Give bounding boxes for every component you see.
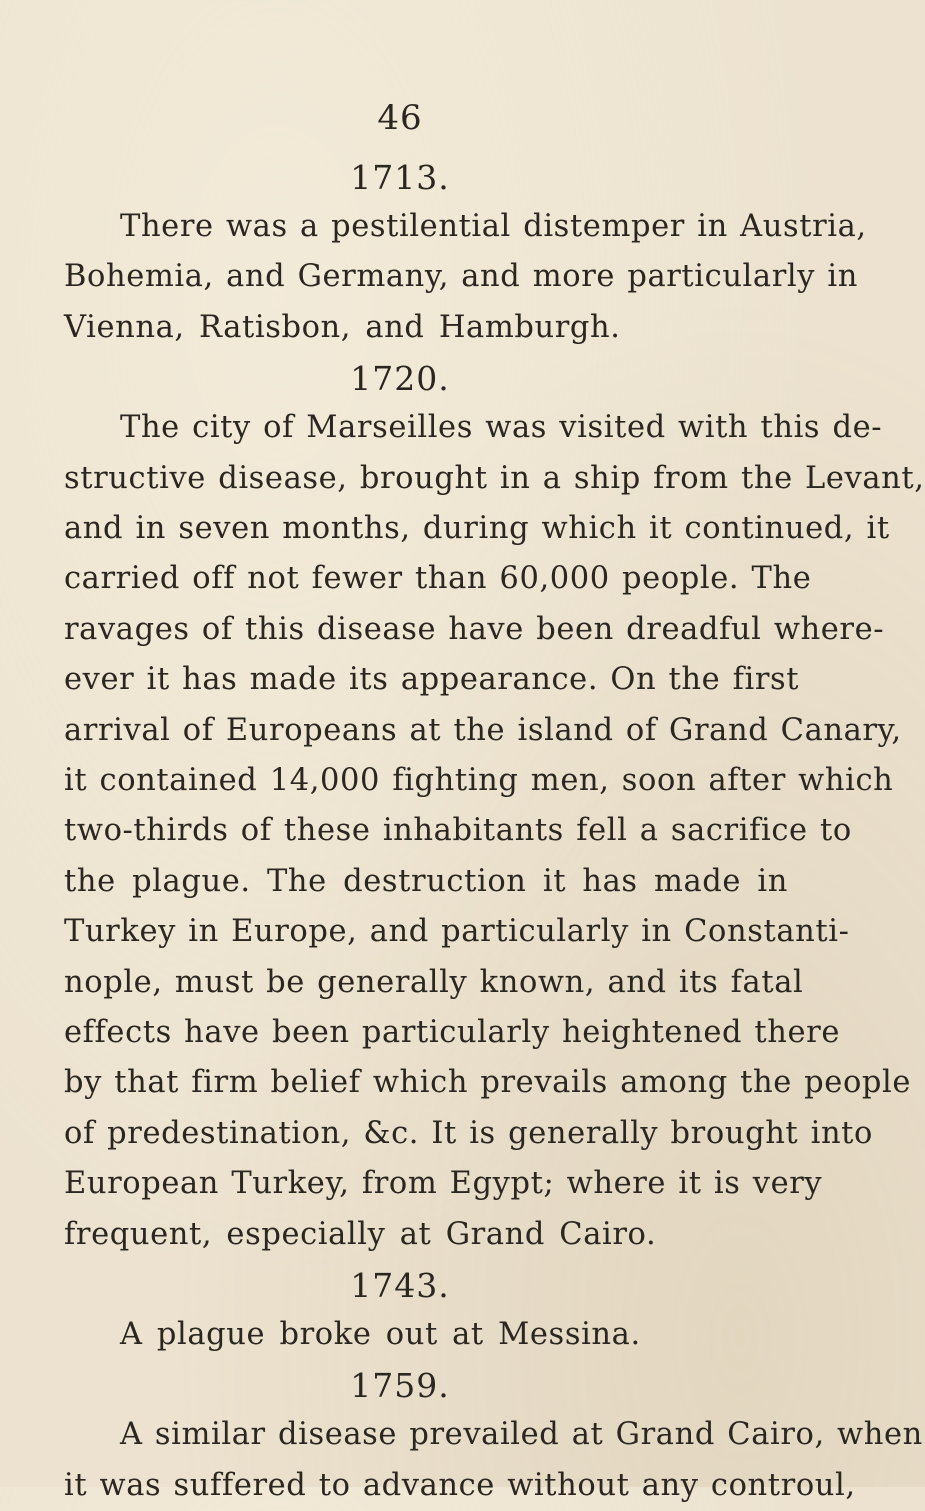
paragraph-line: A plague broke out at Messina. xyxy=(120,1317,641,1352)
paragraph-line: Vienna, Ratisbon, and Hamburgh. xyxy=(64,309,621,345)
paragraph-line: it contained 14,000 fighting men, soon after which xyxy=(64,763,894,798)
paragraph-line: Turkey in Europe, and particularly in Constanti- xyxy=(64,914,850,950)
section-year-1720: 1720. xyxy=(350,359,450,399)
paragraph-line: it was suffered to advance without any controul, xyxy=(64,1467,856,1503)
paragraph-line: ever it has made its appearance. On the first xyxy=(64,662,800,698)
page-number: 46 xyxy=(377,98,423,138)
paragraph-line: the plague. The destruction it has made in xyxy=(64,863,788,899)
paragraph-line: arrival of Europeans at the island of Grand Canary, xyxy=(64,712,902,748)
paragraph-line: of predestination, &c. It is generally brought into xyxy=(64,1115,874,1151)
paragraph-line: The city of Marseilles was visited with this de- xyxy=(120,410,883,446)
paragraph-line: structive disease, brought in a ship from the Levant, xyxy=(64,460,925,496)
paragraph-line: There was a pestilential distemper in Austria, xyxy=(120,209,867,244)
paragraph-line: and in seven months, during which it continued, it xyxy=(64,511,890,546)
paragraph-line: A similar disease prevailed at Grand Cairo, when xyxy=(120,1417,923,1453)
paragraph-line: by that firm belief which prevails among the people xyxy=(64,1065,912,1101)
paragraph-line: Bohemia, and Germany, and more particularly in xyxy=(64,259,858,295)
section-year-1759: 1759. xyxy=(350,1366,450,1406)
section-year-1743: 1743. xyxy=(350,1266,450,1305)
paragraph-line: two-thirds of these inhabitants fell a sacrifice to xyxy=(64,813,852,849)
paragraph-line: effects have been particularly heightened there xyxy=(64,1015,840,1050)
paragraph-line: carried off not fewer than 60,000 people. The xyxy=(64,561,812,597)
paragraph-line: ravages of this disease have been dreadful where- xyxy=(64,611,885,647)
paragraph-line: nople, must be generally known, and its fatal xyxy=(64,964,804,1000)
paragraph-line: frequent, especially at Grand Cairo. xyxy=(64,1216,657,1252)
paragraph-line: European Turkey, from Egypt; where it is very xyxy=(64,1166,823,1202)
section-year-1713: 1713. xyxy=(350,158,450,197)
